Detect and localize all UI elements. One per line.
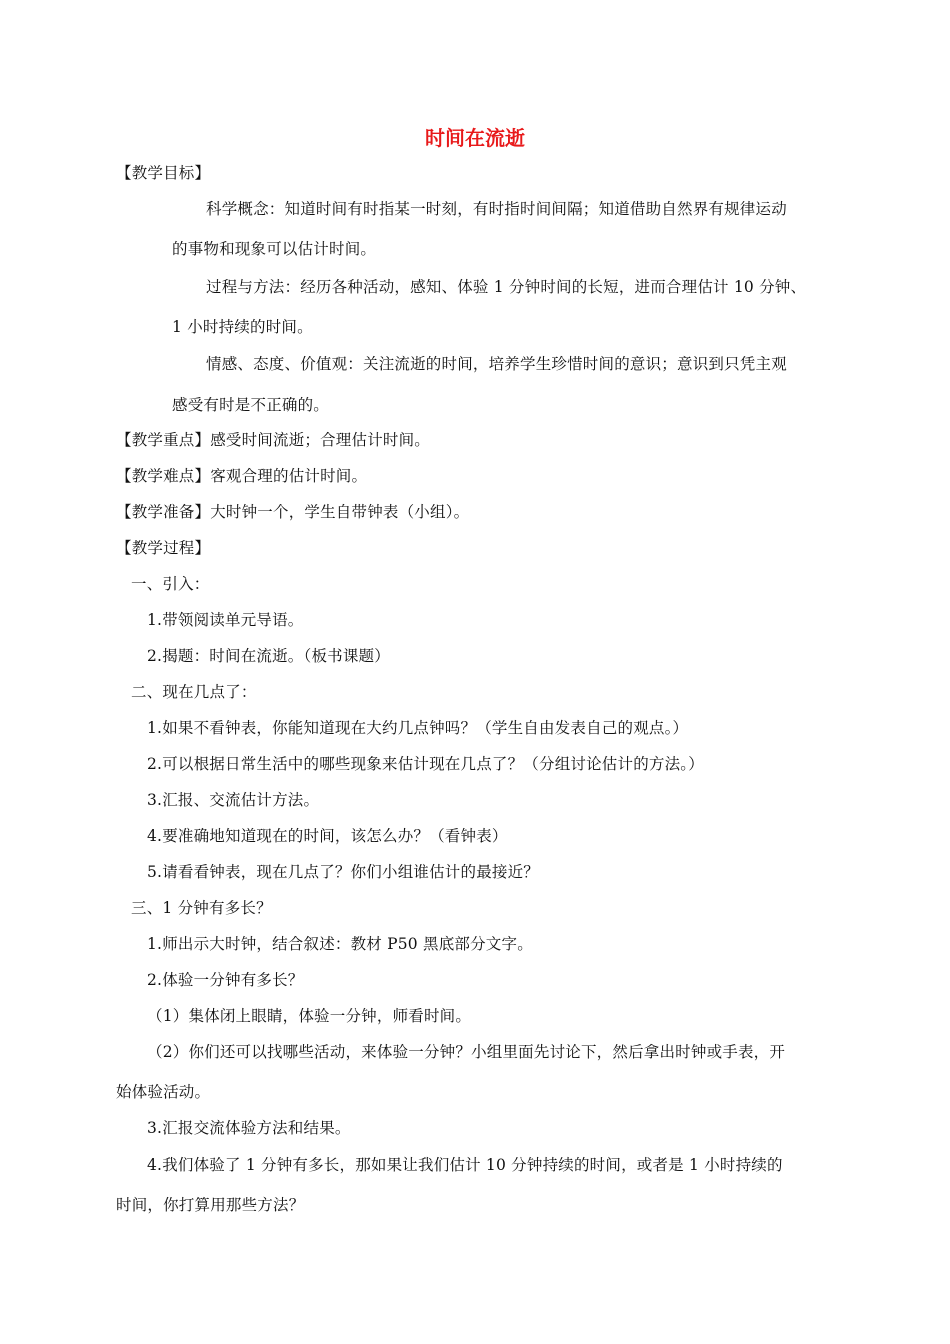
goal-science-line1: 科学概念：知道时间有时指某一时刻，有时指时间间隔；知道借助自然界有规律运动 bbox=[206, 200, 787, 218]
list-item: （1）集体闭上眼睛，体验一分钟，师看时间。 bbox=[147, 1007, 472, 1025]
goal-process-line1: 过程与方法：经历各种活动，感知、体验 1 分钟时间的长短，进而合理估计 10 分钟、 bbox=[206, 278, 807, 296]
list-item: （2）你们还可以找哪些活动，来体验一分钟？小组里面先讨论下，然后拿出时钟或手表，开 bbox=[147, 1043, 786, 1061]
goal-science-line2: 的事物和现象可以估计时间。 bbox=[172, 240, 377, 258]
difficulty: 【教学难点】客观合理的估计时间。 bbox=[116, 467, 368, 485]
list-item: 4.我们体验了 1 分钟有多长，那如果让我们估计 10 分钟持续的时间，或者是 1 小时持续的 bbox=[147, 1156, 783, 1174]
document-title: 时间在流逝 bbox=[425, 126, 525, 150]
preparation: 【教学准备】大时钟一个，学生自带钟表（小组）。 bbox=[116, 503, 470, 521]
list-item: 3.汇报、交流估计方法。 bbox=[147, 791, 320, 809]
list-item-continuation: 始体验活动。 bbox=[116, 1083, 211, 1101]
list-item: 2.体验一分钟有多长？ bbox=[147, 971, 304, 989]
list-item: 1.师出示大时钟，结合叙述：教材 P50 黑底部分文字。 bbox=[147, 935, 533, 953]
list-item: 2.可以根据日常生活中的哪些现象来估计现在几点了？（分组讨论估计的方法。） bbox=[147, 755, 704, 773]
list-item: 1.带领阅读单元导语。 bbox=[147, 611, 304, 629]
goals-header: 【教学目标】 bbox=[116, 164, 211, 182]
key-point: 【教学重点】感受时间流逝；合理估计时间。 bbox=[116, 431, 431, 449]
goal-emotion-line2: 感受有时是不正确的。 bbox=[172, 396, 330, 414]
list-item: 1.如果不看钟表，你能知道现在大约几点钟吗？（学生自由发表自己的观点。） bbox=[147, 719, 689, 737]
section-heading: 二、现在几点了： bbox=[131, 683, 257, 701]
list-item: 4.要准确地知道现在的时间，该怎么办？（看钟表） bbox=[147, 827, 508, 845]
list-item: 2.揭题：时间在流逝。（板书课题） bbox=[147, 647, 390, 665]
goal-process-line2: 1 小时持续的时间。 bbox=[172, 318, 313, 336]
list-item: 5.请看看钟表，现在几点了？你们小组谁估计的最接近？ bbox=[147, 863, 539, 881]
section-heading: 三、1 分钟有多长？ bbox=[131, 899, 272, 917]
list-item-continuation: 时间，你打算用那些方法？ bbox=[116, 1196, 305, 1214]
section-heading: 一、引入： bbox=[131, 575, 210, 593]
process-header: 【教学过程】 bbox=[116, 539, 211, 557]
goal-emotion-line1: 情感、态度、价值观：关注流逝的时间，培养学生珍惜时间的意识；意识到只凭主观 bbox=[206, 355, 787, 373]
list-item: 3.汇报交流体验方法和结果。 bbox=[147, 1119, 351, 1137]
